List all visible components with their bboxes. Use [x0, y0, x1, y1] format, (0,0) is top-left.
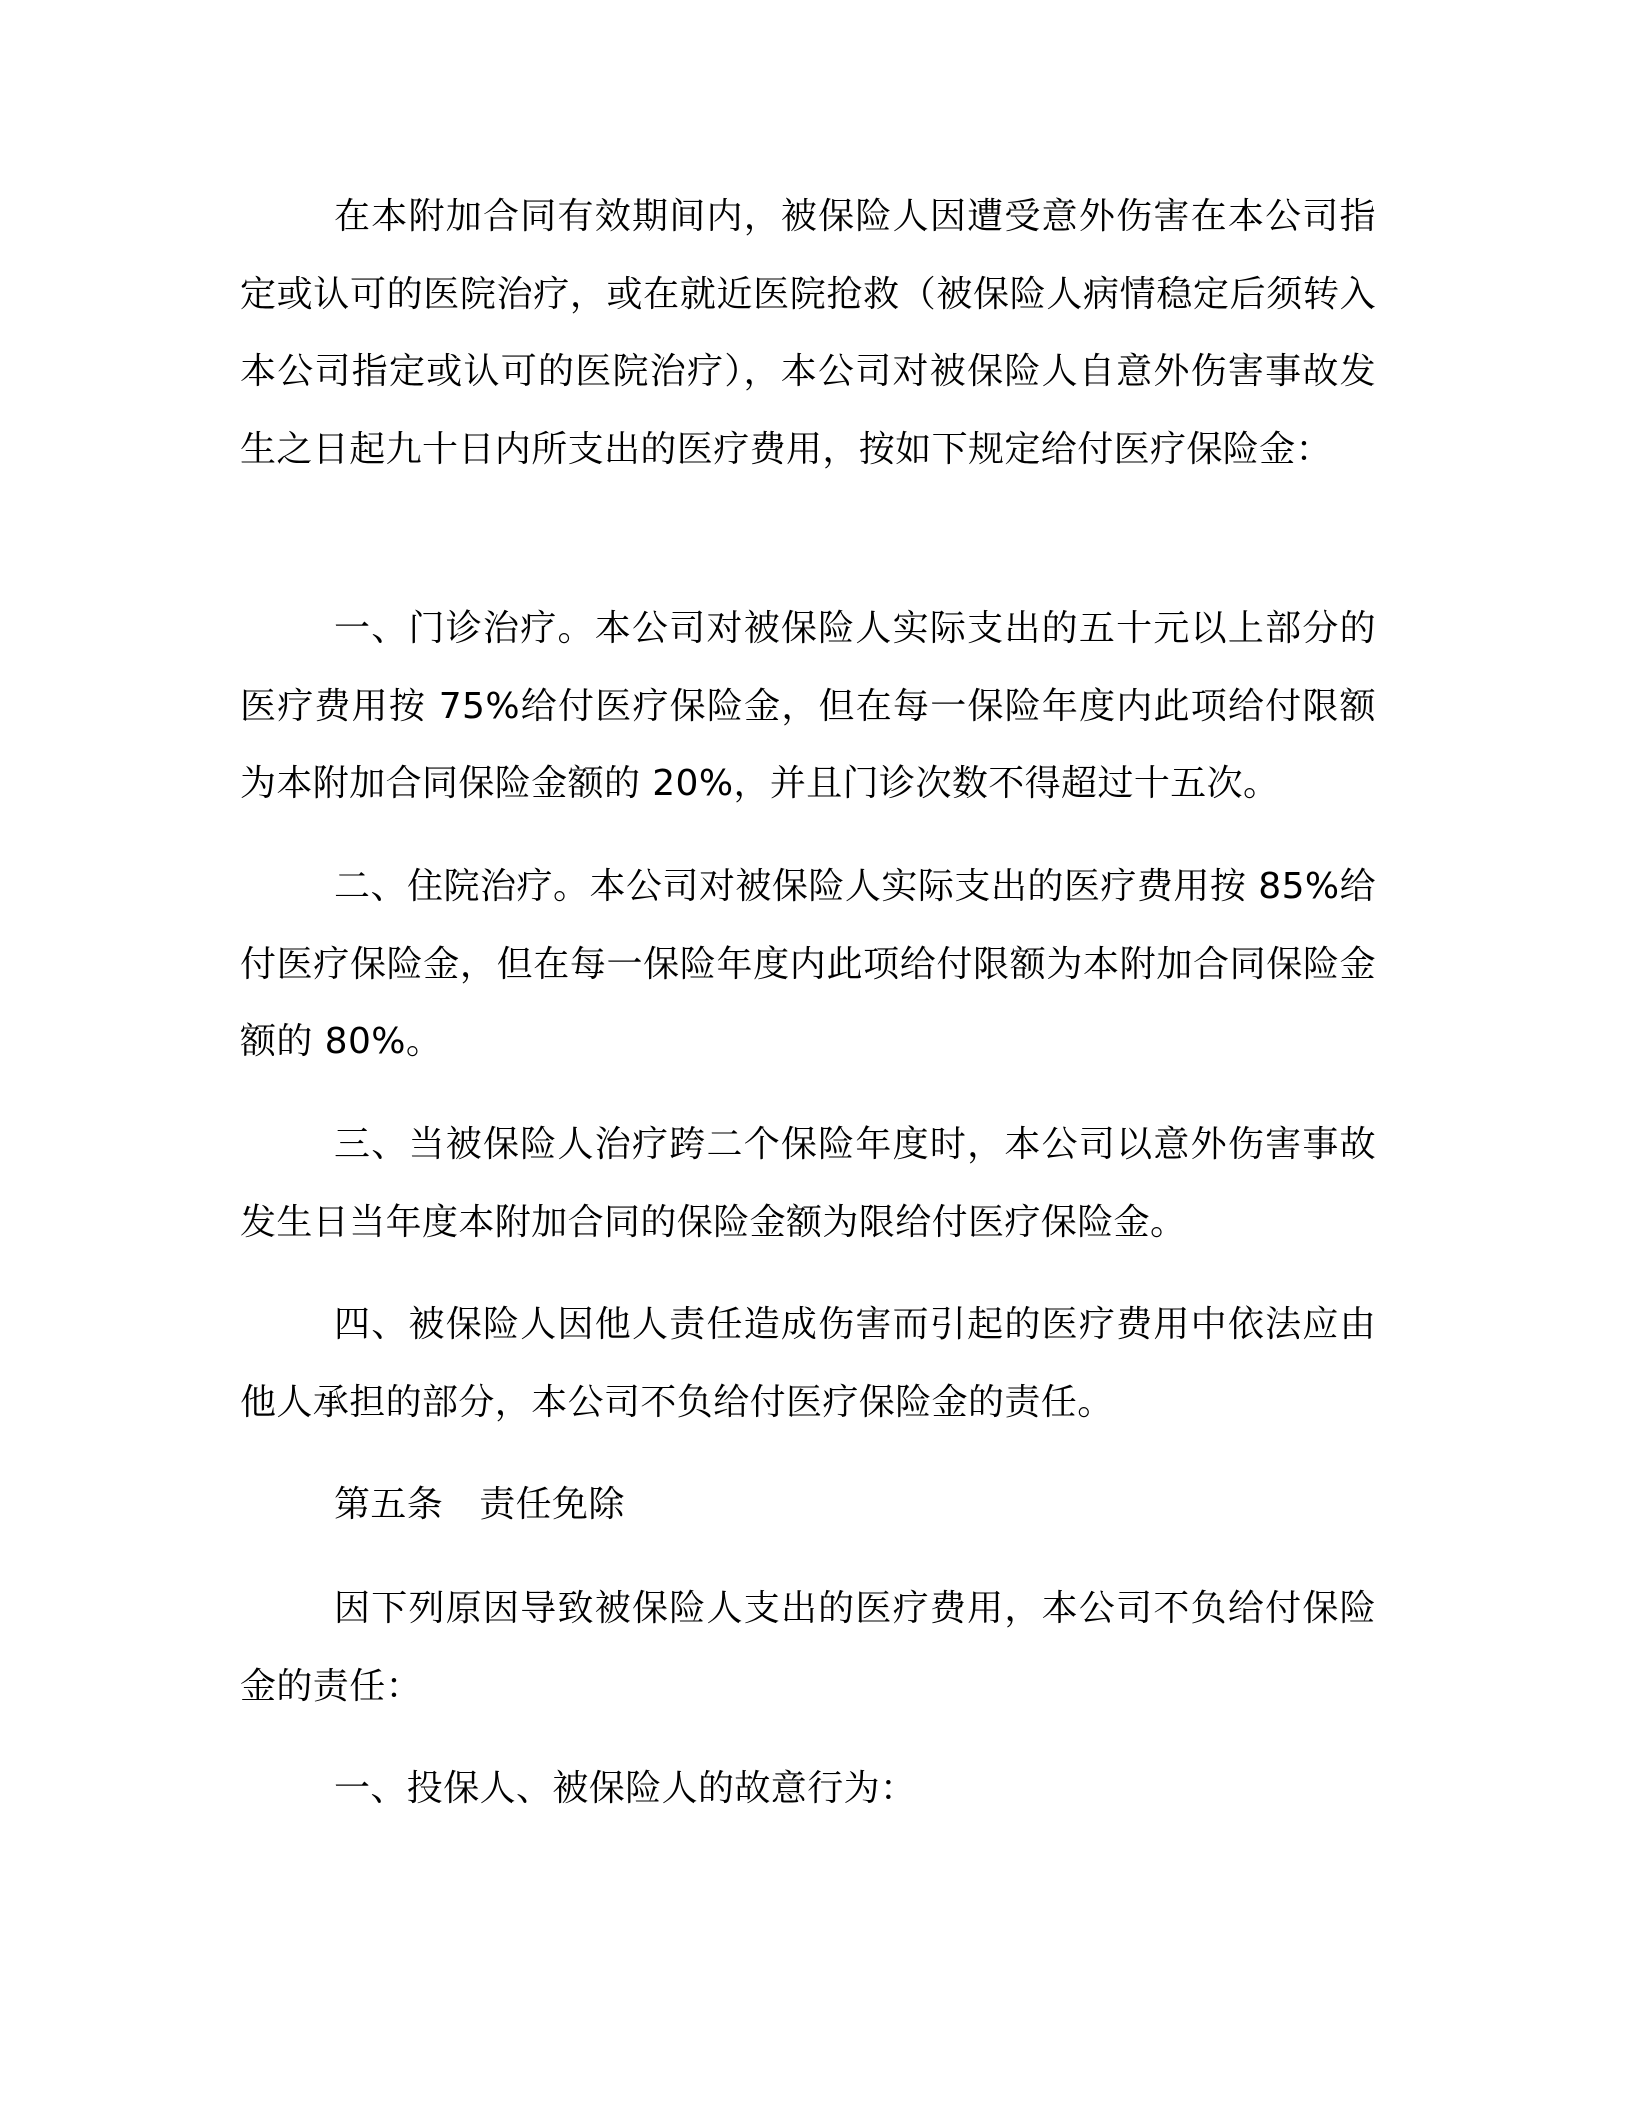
- paragraph-coverage-intro: 在本附加合同有效期间内，被保险人因遭受意外伤害在本公司指定或认可的医院治疗，或在就近医院抢救（被保险人病情稳定后须转入本公司指定或认可的医院治疗），本公司对被保险人自意外伤害事故发生之日起九十日内所支出的医疗费用，按如下规定给付医疗保险金：: [240, 196, 1376, 470]
- paragraph-outpatient-treatment: 一、门诊治疗。本公司对被保险人实际支出的五十元以上部分的医疗费用按 75%给付医疗保险金，但在每一保险年度内此项给付限额为本附加合同保险金额的 20%，并且门诊次数不得超过十五次。: [240, 608, 1376, 804]
- paragraph-third-party-liability: 四、被保险人因他人责任造成伤害而引起的医疗费用中依法应由他人承担的部分，本公司不负给付医疗保险金的责任。: [240, 1304, 1376, 1423]
- paragraph-exclusions-intro: 因下列原因导致被保险人支出的医疗费用，本公司不负给付保险金的责任：: [240, 1588, 1376, 1707]
- paragraph-exclusion-item-1: 一、投保人、被保险人的故意行为：: [334, 1768, 917, 1809]
- paragraph-cross-year-treatment: 三、当被保险人治疗跨二个保险年度时，本公司以意外伤害事故发生日当年度本附加合同的保险金额为限给付医疗保险金。: [240, 1124, 1376, 1243]
- section-heading: [240, 1466, 1376, 1544]
- paragraph-inpatient-treatment: 二、住院治疗。本公司对被保险人实际支出的医疗费用按 85%给付医疗保险金，但在每一保险年度内此项给付限额为本附加合同保险金额的 80%。: [240, 866, 1376, 1062]
- section-number: 第五条: [334, 1484, 444, 1525]
- section-title: 责任免除: [479, 1484, 625, 1525]
